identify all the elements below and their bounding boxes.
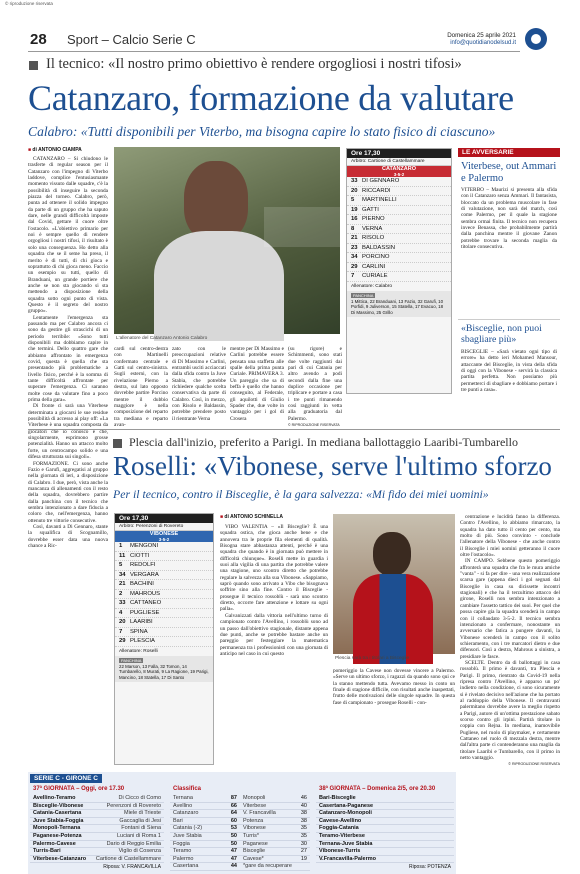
player-number: 8 <box>351 225 355 232</box>
team-points: 50 <box>230 832 237 839</box>
standings-row <box>170 818 310 826</box>
newspaper-logo-icon <box>525 28 547 50</box>
team-points: 46 <box>300 795 307 801</box>
player-number: 19 <box>351 206 358 213</box>
player-row <box>347 187 451 197</box>
match-teams: Bisceglie-Vibonese <box>33 802 84 809</box>
match-row <box>30 856 164 864</box>
bench-title: PANCHINA <box>353 293 374 299</box>
player-name: LAARIBI <box>130 619 153 626</box>
match-teams: Viterbese-Catanzaro <box>33 855 87 862</box>
match-referee: Dario di Reggio Emilia <box>106 840 161 847</box>
player-number: 20 <box>351 187 358 194</box>
paragraph: Lentamente l'emergenza sta passando ma per Calabro ancora ci sono da gestire gli strascichi di un periodo terribile: «Sono tutti disponibili ma dobbiamo capire in che termini. Dello quattro gare che abbiamo affrontato in emergenza covid, questa è quella che sta presentando più problematiche a livello fisico, perché è la somma di tante difficoltà affrontate per superare l'emergenza. Ci saranno molte cose da valutare fino a poco prima della gara». <box>28 314 108 404</box>
bench-list: 1 Mittica, 22 Branduani, 13 Fazio, 32 Garufi, 10 Porfidi, 9 Juliverson, 15 Statella, 17 Evacuo, 18 Di Massimo, 25 Grillo <box>351 299 444 315</box>
photo-caption: L'allenatore del Catanzaro Antonio Calabro <box>116 336 208 341</box>
player-name: MENGONI <box>130 543 159 549</box>
team-module: 3-5-2 <box>347 172 451 177</box>
player-row <box>347 272 451 282</box>
article1-col1 <box>28 156 108 711</box>
player-number: 1 <box>119 543 123 549</box>
player-row <box>347 225 451 235</box>
player-name: MAHROUS <box>130 590 161 597</box>
team-name: Potenza <box>243 817 264 824</box>
standings-row <box>170 841 310 849</box>
article2-kicker: Plescia dall'inizio, preferito a Parigi. In mediana ballottaggio Laaribi-Tumbarello <box>129 435 518 449</box>
kicker-square-icon <box>113 439 122 448</box>
player-name: VERGARA <box>130 571 159 578</box>
paragraph: Di fronte ci sarà una Viterbese determinata a giocarsi le sue residue possibilità di accesso ai play off: «La Viterbese è una squadra composta da giocatori che io conosco e che, singolarmente, esprimono grosse potenzialità. Hanno un attacco molto forte, un centrocampo solido e una difesa strutturata sui singoli». <box>28 403 108 461</box>
match-row <box>30 833 164 841</box>
team-points: 53 <box>230 825 237 832</box>
player-number: 29 <box>351 263 358 270</box>
match-teams: Avellino-Teramo <box>33 795 76 801</box>
team-name: Catania (-2) <box>173 825 203 832</box>
match-row <box>30 841 164 849</box>
bench <box>347 291 451 317</box>
team-points: 47 <box>230 855 237 862</box>
paragraph: CATANZARO – Si chiudono le trasferte di regular season per il Catanzaro con l'impegno di Viterbo laddove, complice l'entusiasmante momento vissuto dalle squadre, c'è la possibilità di inseguire la seconda piazza del torneo. Calabro, però, punta ad ottenere il solido impegno da parte di un gruppo che ha saputo dare, nelle grandi difficoltà imposte dal Covid, gettare il cuore oltre l'ostacolo. «L'obiettivo primario per noi è sempre quello di rendere orgogliosi i nostri tifosi, il risultato è solo una conseguenza. Ho detto alla squadra che se il seme ha preso, il merito è di tutti, di chi gioca e soprattutto di chi gioca meno. Faccio un esempio su tutti, quello di Branduani, un grande portiere che anche se non sta giocando si sta mettendo a disposizione della squadra sotto ogni punto di vista. Questo è il segreto del nostro gruppo». <box>28 156 108 315</box>
team-name: Juve Stabia <box>173 832 202 839</box>
team-name: Paganese <box>243 840 268 847</box>
player-number: 20 <box>119 619 126 626</box>
match-referee: Luciani di Roma 1 <box>116 832 161 839</box>
match-row <box>30 803 164 811</box>
player-row <box>115 571 213 581</box>
player-photo <box>333 514 455 654</box>
team-name: Catanzaro <box>173 810 199 817</box>
team-name: Bisceglie <box>243 848 266 855</box>
player-number: 21 <box>351 235 358 242</box>
paragraph: VIBO VALENTIA – «Il Bisceglie? È una squadra ostica, che gioca anche bene e che annovera tra le proprie fila elementi di qualità. Bisogna stare abbastanza attenti, perché è una squadra che quando è in giornata può mettere in difficoltà chiunque». Roselli mette in guardia i suoi alla vigilia di una partita che potrebbe valere una stagione, uno scontro diretto che potrebbe regalare la salvezza alla sua Vibonese. «Sappiamo, saprò quando sono arrivato a Vibo che bisognava soffrire sino alla fine. Contro il Bisceglie - prosegue il tecnico rossoblù - sarà uno scontro diretto, occorre fare attenzione e lottare su ogni palla». <box>220 524 328 613</box>
player-number: 7 <box>351 273 355 280</box>
match-referee: Viglio di Cosenza <box>118 848 161 855</box>
article1-byline: ■ di ANTONIO CIAMPA <box>28 147 82 153</box>
rights-note: © RIPRODUZIONE RISERVATA <box>508 762 560 767</box>
match-teams: Catania-Casertana <box>33 810 82 817</box>
player-name: CURIALE <box>362 273 388 280</box>
player-name: RICCARDI <box>362 187 391 194</box>
team-name: V. Francavilla <box>243 810 276 817</box>
match-teams: Monopoli-Ternana <box>33 825 81 832</box>
article1-kicker: Il tecnico: «Il nostro primo obiettivo è rendere orgogliosi i nostri tifosi» <box>46 56 462 72</box>
player-name: CARLINI <box>362 263 386 270</box>
masthead <box>0 28 580 52</box>
team-points: 30 <box>300 840 307 847</box>
paragraph: SCELTE. Dentro da di ballottaggi in casa rossoblù. Il primo è davanti, tra Plescia e Parigi. Il primo, rientrato da Covid-19 nella ripresa contro l'Avellino, è apparso un po' indietro nella condizione, ci sono sicuramente si è rivelato decisivo nell'azione che ha portato al raddoppio della Vibonese. Il centravanti palermitano dovrebbe avere la meglio rispetto a Parigi, autore di un'ottima prestazione sabato scorso contro gli irpini. Partirà titolare in coppia con Rejna. In mediana, inamovibile Pugliese, nel ruolo di playmaker, e certamente Cattaneo nel ruolo di mezzala destra, mentre dall'altra parte ci contenderanno una maglia da titolare Laaribi e Tumbarello, con il primo in netto vantaggio. <box>460 659 560 762</box>
coach: Allenatore: Calabro <box>351 284 393 290</box>
match-row <box>316 833 454 841</box>
coach: Allenatore: Roselli <box>119 649 158 655</box>
section-title: Sport – Calcio Serie C <box>67 32 196 47</box>
player-number: 2 <box>119 590 123 597</box>
team-name: Monopoli <box>243 795 266 801</box>
player-name: PIERNO <box>362 216 385 223</box>
sidebar-body2: BISCEGLIE – «Sarà vietato ogni tipo di errore» ha detto ieri Mohamed Mansour, attaccante del Bisceglie, in vista della sfida di oggi con la Vibonese - servirà la classica partita perfetta. Non possiamo più permetterci di sbagliare e dobbiamo portare i tre punti a casa». <box>461 349 557 394</box>
team-points: 40 <box>300 802 307 809</box>
article1-col5 <box>288 346 342 428</box>
player-row <box>115 590 213 600</box>
standings-row <box>170 795 310 803</box>
bench-title: PANCHINA <box>121 658 142 664</box>
player-number: 5 <box>119 562 123 569</box>
match-teams: Palermo-Cavese <box>33 840 76 847</box>
issue-date: Domenica 25 aprile 2021 <box>447 32 516 39</box>
serie-c-label: SERIE C - GIRONE C <box>30 774 102 783</box>
team-name: VIBONESE <box>115 531 213 537</box>
team-name: Palermo <box>173 855 194 862</box>
classifica <box>170 784 310 871</box>
player-number: 34 <box>351 254 358 261</box>
player-name: BALDASSIN <box>362 244 396 251</box>
match-referee: Perenzoni di Rovereto <box>106 802 161 809</box>
player-number: 11 <box>119 552 126 559</box>
match-teams: Vibonese-Turris <box>319 848 361 855</box>
player-number: 7 <box>119 628 123 635</box>
team-points: 44 <box>230 863 237 870</box>
g38-title: 38ª GIORNATA – Domenica 2/5, ore 20.30 <box>319 786 436 792</box>
player-row <box>115 637 213 647</box>
serie-c-box <box>28 772 456 874</box>
team-name: Bari <box>173 817 183 824</box>
player-row <box>115 599 213 609</box>
team-points: 64 <box>230 810 237 817</box>
player-number: 29 <box>119 638 126 645</box>
player-row <box>115 628 213 638</box>
paragraph: Galvanizzati dalla vittoria nell'ultimo turno di campionato contro l'Avellino, i rossoblù sono ad un passo dall'obiettivo stagionale, distante appena due punti, anche se potrebbe bastare anche un pareggio per festeggiare la matematica permanenza tra i professionisti con una giornata di anticipo nel caso in cui questo <box>220 612 328 657</box>
standings-row <box>170 825 310 833</box>
player-name: PORCINO <box>362 254 390 261</box>
g37-rest: Riposa: V. FRANCAVILLA <box>103 864 161 871</box>
player-name: GATTI <box>362 206 379 213</box>
article2-col3 <box>460 514 560 874</box>
match-time: Ore 17,30 <box>115 514 213 523</box>
article1-subtitle: Calabro: «Tutti disponibili per Viterbo, ma bisogna capire lo stato fisico di ciascuno» <box>28 124 496 139</box>
paragraph: Così, davanti a Di Gennaro, stante la squalifica di Scognamillo, dovrebbe esser data una nuova chance a Ric- <box>28 523 108 549</box>
copyright-note: © riproduzione riservata <box>5 1 53 6</box>
team-name: Foggia <box>173 840 190 847</box>
team-points: 50 <box>230 840 237 847</box>
team-name: Teramo <box>173 848 192 855</box>
standings-row <box>170 803 310 811</box>
standings-row <box>170 833 310 841</box>
player-name: MARTINELLI <box>362 197 397 204</box>
match-teams: Casertana-Paganese <box>319 802 374 809</box>
article2-subtitle: Per il tecnico, contro il Bisceglie, è la gara salvezza: «Mi fido dei miei uomini» <box>113 487 489 501</box>
team-name: Vibonese <box>243 825 266 832</box>
coach-photo <box>114 147 340 334</box>
player-name: DI GENNARO <box>362 178 400 184</box>
team-name: Cavese* <box>243 855 264 862</box>
match-row <box>316 848 454 856</box>
match-row <box>30 825 164 833</box>
team-points: 47 <box>230 848 237 855</box>
team-points: 87 <box>230 795 237 801</box>
team-name: Viterbese <box>243 802 267 809</box>
match-time: Ore 17,30 <box>347 149 451 158</box>
match-row <box>316 803 454 811</box>
team-points: 19 <box>300 855 307 862</box>
g38-rest: Riposa: POTENZA <box>409 864 451 871</box>
article2-byline: ■ di ANTONIO SCHINELLA <box>220 514 284 520</box>
match-row <box>316 841 454 849</box>
team-points: 38 <box>300 817 307 824</box>
player-row <box>115 561 213 571</box>
player-row <box>115 580 213 590</box>
player-name: CIOTTI <box>130 552 150 559</box>
page-number: 28 <box>30 31 47 48</box>
team-points: 35 <box>300 832 307 839</box>
match-teams: Paganese-Potenza <box>33 832 82 839</box>
team-name: Ternana <box>173 795 193 801</box>
contact-email: info@quotidianodelsud.it <box>450 40 516 46</box>
classifica-title: Classifica <box>173 786 202 792</box>
g37-title: 37ª GIORNATA – Oggi, ore 17.30 <box>33 786 125 792</box>
bench-list: 22 Marson, 13 Falla, 32 Tomon, 14 Tumbarello, 8 Murati, 9 La Ragione, 19 Parigi, Mancino, 18 Statella, 17 Di Santo <box>119 664 209 680</box>
match-teams: Foggia-Catania <box>319 825 359 832</box>
player-name: CATTANEO <box>130 600 162 607</box>
player-row <box>347 215 451 225</box>
team-name: CATANZARO <box>347 166 451 172</box>
match-teams: Juve Stabia-Foggia <box>33 817 84 824</box>
match-row <box>316 818 454 826</box>
article2-col2: pomeriggio la Cavese non dovesse vincere a Palermo. «Serve un ultimo sforzo, i ragazzi da quando sono qui ce la stanno mettendo tutta. Avevamo messo in conto un finale di stagione difficile, con risultati anche inaspettati, frutto delle motivazioni delle singole squadre. In questa fase di campionato - prosegue Roselli - con- <box>333 668 455 706</box>
paragraph: (su rigore) e Schimmenti, sono stati due volte raggiunti dai pari di cui Catania per altro avendo a podi secondi dalla fine una duplice occasione per triplicare e portare a casa i tre punti rimanendo così raggiunti in vetta alla graduatoria dal Palermo. <box>288 346 342 422</box>
player-row <box>347 234 451 244</box>
match-row <box>30 795 164 803</box>
match-referee: Cartione di Castellammare <box>95 855 161 862</box>
referee: Arbitro: Cartione di Castellammare <box>347 158 451 166</box>
article1-col3: zato con le preoccupazioni relative di Di Massimo e Carlini, entrambi usciti acciaccati dalla sfida contro la Juve Stabia, che potrebbe richiedere qualche scelta conservativa da parte di Calabro. Così, in mezzo, con Risolo e Baldassin, potrebbe prendere posto il rientrante Verna <box>172 346 226 422</box>
team-points: 60 <box>230 817 237 824</box>
player-name: RISOLO <box>362 235 385 242</box>
match-referee: Gaccaglia di Jesi <box>119 817 161 824</box>
player-number: 33 <box>351 178 358 184</box>
player-number: 34 <box>119 571 126 578</box>
match-teams: Ternana-Juve Stabia <box>319 840 373 847</box>
sidebar-title: Viterbese, out Ammari e Palermo <box>461 161 557 184</box>
paragraph: IN CAMPO. Sebbene questo pomeriggio affronterà una squadra che fra le mura amiche "vanta" - si fa per dire - una vera realizzazione scarsa gare (appena dieci i gol segnati dal Bisceglie in casa su dicissette incontri stagionali) e che ha il terzultimo attacco del girone, Roselli non sembra intenzionato a cambiare l'assetto tattico dei suoi. Per quel che possa capire gia la squadra scenderà in campo con il collaudato 3-5-2. Il tecnico sembra intenzionato a confermare, nonostante un avversario che fatica a pungere davanti, la Vibonese scenderà in campo con il solito schieramento, con i tre marcatori dietro e due difensori. Così a destra, Mahrous a sinistra, a presidiare le fasce. <box>460 558 560 660</box>
player-name: REDOLFI <box>130 562 156 569</box>
player-number: 33 <box>119 600 126 607</box>
match-teams: Turris-Bari <box>33 848 61 855</box>
team-points: 35 <box>300 825 307 832</box>
player-row <box>115 618 213 628</box>
byline-text: di ANTONIO CIAMPA <box>32 147 82 153</box>
match-row <box>30 818 164 826</box>
referee: Arbitro: Perenzoni di Rovereto <box>115 523 213 531</box>
paragraph: FORMAZIONE. Ci sono anche Fazio e Garufi, aggregatisi al gruppo nella giornata di ieri, a disposizione di Calabro. I due, però, vista anche la mancanza di allenamenti con il resto della squadra, dovrebbero partire dalla panchina con il tecnico che sembra intenzionato a dare fiducia a coloro che, nell'emergenza, hanno ottenuto tre vittorie consecutive. <box>28 460 108 524</box>
player-number: 16 <box>351 216 358 223</box>
sidebar-label: LE AVVERSARIE <box>458 148 560 157</box>
match-teams: V.Francavilla-Palermo <box>319 855 376 862</box>
standings-row <box>170 848 310 856</box>
article2-title: Roselli: «Vibonese, serve l'ultimo sforzo <box>113 451 552 481</box>
team-name: Turris* <box>243 832 259 839</box>
player-row <box>347 263 451 273</box>
match-row <box>316 810 454 818</box>
match-teams: Catanzaro-Monopoli <box>319 810 372 817</box>
vibonese-lineup <box>114 513 214 765</box>
match-teams: Bari-Bisceglie <box>319 795 356 801</box>
player-row <box>347 206 451 216</box>
team-points: 66 <box>230 802 237 809</box>
giornata-38 <box>316 784 454 871</box>
match-referee: Di Cicco di Como <box>118 795 161 801</box>
sidebar-quote: «Bisceglie, non puoi sbagliare più» <box>458 319 560 349</box>
player-number: 23 <box>351 244 358 251</box>
byline-text: di ANTONIO SCHINELLA <box>224 514 284 520</box>
article2-col1 <box>220 524 328 769</box>
photo-caption: Plescia sarà tra i titolari a Bisceglie <box>335 656 410 661</box>
player-name: SPINA <box>130 628 148 635</box>
player-name: PLESCIA <box>130 638 155 645</box>
player-number: 21 <box>119 581 126 588</box>
team-name: Casertana <box>173 863 199 870</box>
article1-col4: mentre per Di Massimo e Carlini potrebbe essere pensata una staffetta alle spalle della prima punta Curiale. PRIMAVERA 3. Un pareggio che sa di beffa è quello che hanno conseguito, al Federale, gli aquilotti di Giulio Spader che, due volte in vantaggio per i gol di Crosera <box>230 346 284 422</box>
team-name: Avellino <box>173 802 193 809</box>
player-number: 4 <box>119 609 123 616</box>
team-module: 3-5-2 <box>115 537 213 542</box>
match-row <box>316 856 454 864</box>
paragraph: centrazione e lucidità fanno la differenza. Contro l'Avellino, lo abbiamo rimarcato, la squadra ha dato tutto il cento per cento, ma molto di più. Sono convinto - conclude l'allenatore della Vibonese - che anche contro il Bisceglie i miei uomini getteranno il cuore oltre l'ostacolo». <box>460 514 560 559</box>
match-row <box>316 795 454 803</box>
match-teams: Cavese-Avellino <box>319 817 362 824</box>
match-referee: Miele di Trieste <box>124 810 161 817</box>
standings-row <box>170 856 310 864</box>
standings-row <box>170 810 310 818</box>
team-points: 27 <box>300 848 307 855</box>
player-row <box>115 542 213 552</box>
match-row <box>30 848 164 856</box>
match-row <box>316 825 454 833</box>
player-row <box>115 609 213 619</box>
match-row <box>30 810 164 818</box>
catanzaro-lineup <box>346 148 452 394</box>
player-row <box>347 177 451 187</box>
article1-title: Catanzaro, formazione da valutare <box>28 78 514 118</box>
player-name: VERNA <box>362 225 383 232</box>
bench <box>115 656 213 682</box>
player-name: PUGLIESE <box>130 609 160 616</box>
player-number: 5 <box>351 197 355 204</box>
sidebar-body: VITERBO – Maurizi si presenta alla sfida con il Catanzaro senza Ammari. Il fantasista, bloccato da un problema muscolare in fase di valutazione, non sarà del match, così come Palermo, per il quale la stagione sembra ormai finita. Il tecnico non recupera invece Benassa, che probabilmente partirà dalla panchina mentre il giovane Zanon potrebbe trovare la seconda maglia da titolare consecutiva. <box>461 187 557 251</box>
player-row <box>347 253 451 263</box>
player-row <box>347 196 451 206</box>
player-name: BACHINI <box>130 581 154 588</box>
article1-col2: cardi sul centro-destra con Martinelli confermato centrale e Gatti sul centro-sinistra. Sugli esterni, con la rivelazione Pierno a destra, sul lato opposto dovrebbe partire Porcino mentre il dubbio maggiore è nella composizione del reparto tra mediana e reparto avan- <box>114 346 168 429</box>
match-teams: Teramo-Viterbese <box>319 832 365 839</box>
match-referee: Fontani di Siena <box>121 825 161 832</box>
kicker-square-icon <box>29 61 38 70</box>
giornata-37 <box>30 784 164 871</box>
player-row <box>347 244 451 254</box>
player-row <box>115 552 213 562</box>
rights-note: © RIPRODUZIONE RISERVATA <box>288 423 340 428</box>
standings-row <box>170 863 310 871</box>
team-name: *gare da recuperare <box>243 863 292 870</box>
team-points: 38 <box>300 810 307 817</box>
